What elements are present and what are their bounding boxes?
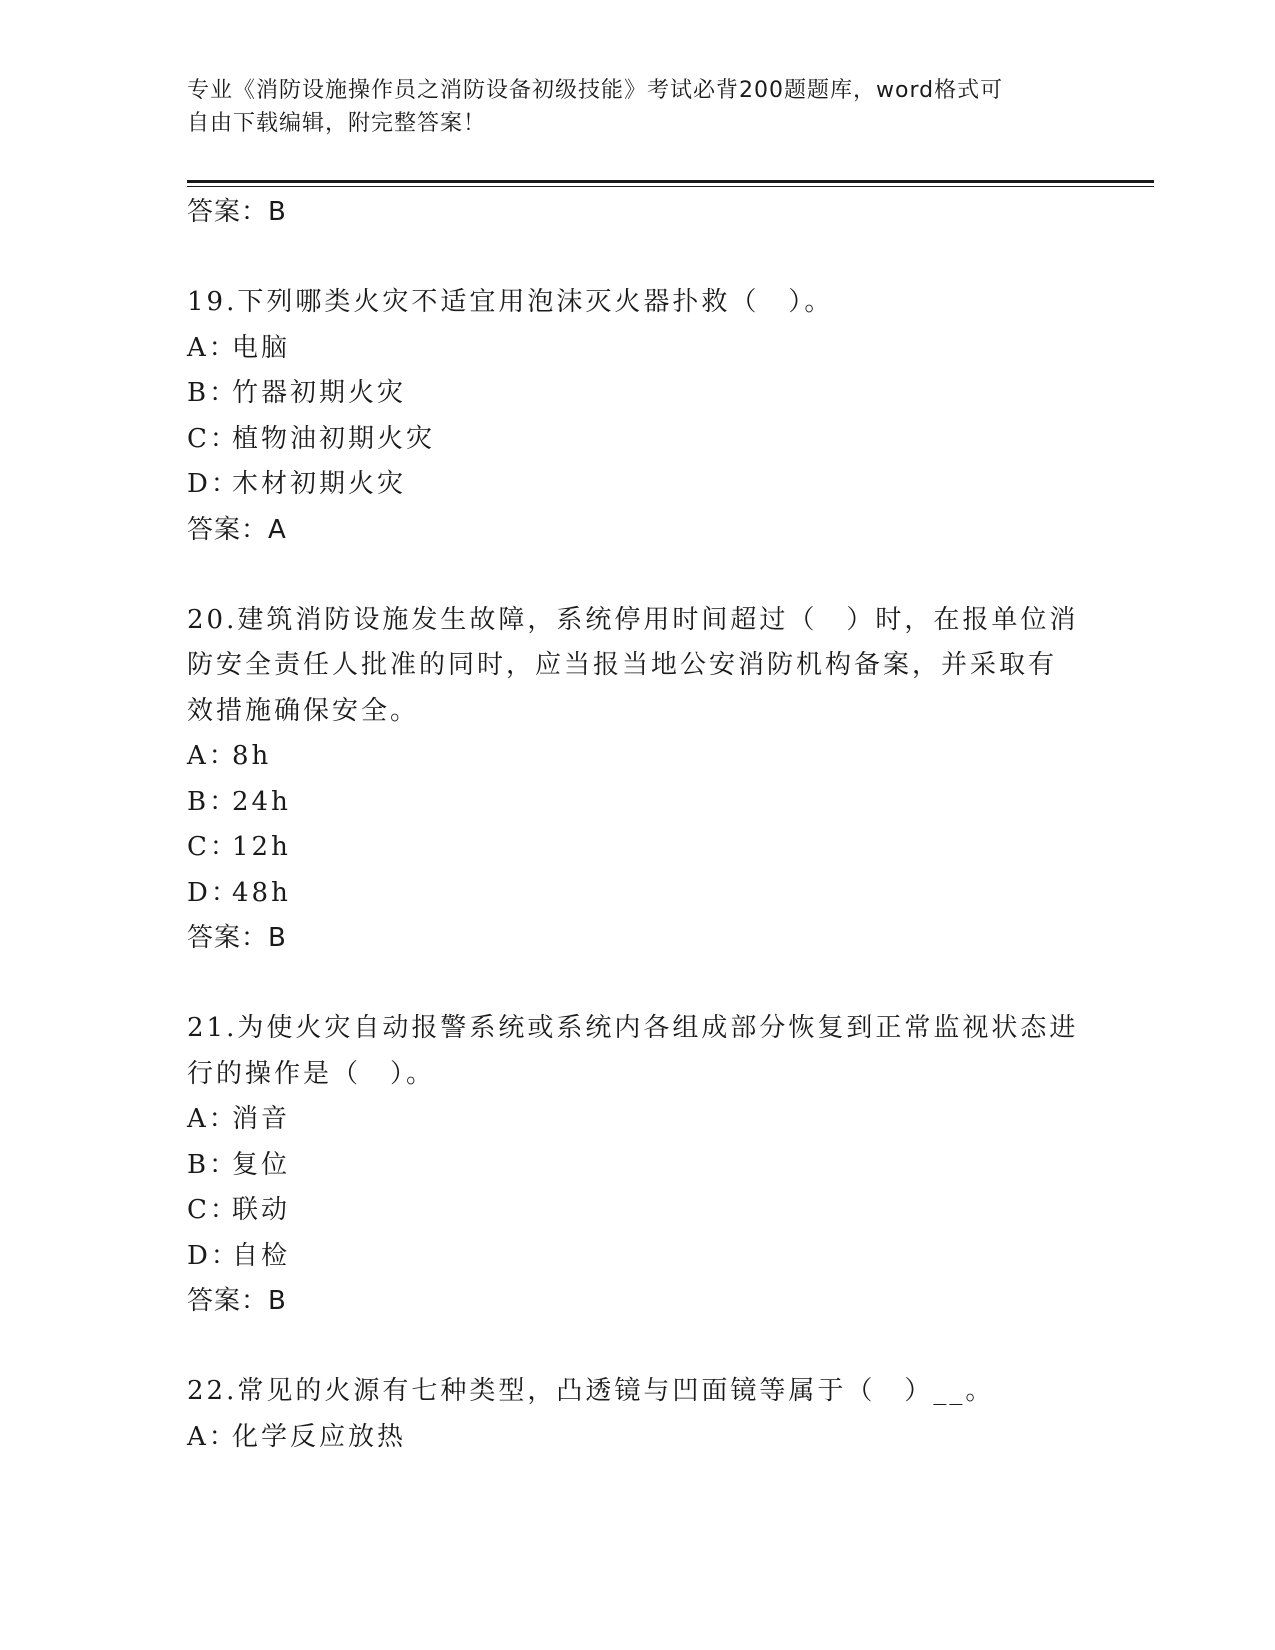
option-label: B：: [187, 378, 239, 408]
option-text: 竹器初期火灾: [232, 378, 407, 408]
answer-line: 答案：B: [187, 197, 287, 227]
option-label: D：: [187, 469, 240, 499]
option-label: C：: [187, 832, 239, 862]
option-text: 消音: [232, 1104, 291, 1134]
option-label: D：: [187, 1240, 240, 1271]
header-line-2: 自由下载编辑，附完整答案！: [187, 111, 487, 136]
option-b: [187, 1143, 1087, 1189]
question-text: 19.下列哪类火灾不适宜用泡沫灭火器扑救（ ）。: [187, 287, 834, 317]
option-d: [187, 462, 1087, 508]
question-text: 22.常见的火源有七种类型，凸透镜与凹面镜等属于（ ）__。: [187, 1376, 995, 1406]
header-divider-thick: [187, 180, 1154, 183]
option-label: C：: [187, 423, 239, 454]
option-text: 复位: [232, 1149, 291, 1180]
option-c: [187, 825, 1087, 871]
question-list: [187, 190, 1087, 1460]
option-label: B：: [187, 786, 239, 817]
option-text: 8h: [232, 741, 272, 771]
option-a: [187, 1415, 1087, 1461]
option-a: [187, 734, 1087, 780]
option-a: [187, 1097, 1087, 1143]
question-21: [187, 1006, 1087, 1324]
option-text: 24h: [232, 786, 291, 817]
answer-line: 答案：B: [187, 1286, 287, 1316]
option-a: [187, 326, 1087, 372]
answer-line: 答案：A: [187, 514, 287, 545]
question-text: 效措施确保安全。: [187, 695, 420, 726]
option-text: 化学反应放热: [232, 1421, 407, 1452]
answer-line: 答案：B: [187, 923, 287, 953]
option-b: [187, 371, 1087, 417]
question-text: 防安全责任人批准的同时，应当报当地公安消防机构备案，并采取有: [187, 650, 1058, 680]
option-label: A：: [187, 1104, 238, 1134]
question-19: [187, 280, 1087, 553]
option-text: 自检: [232, 1240, 291, 1271]
option-b: [187, 780, 1087, 826]
question-text: 21.为使火灾自动报警系统或系统内各组成部分恢复到正常监视状态进: [187, 1013, 1079, 1043]
option-text: 电脑: [232, 332, 291, 363]
option-text: 联动: [232, 1195, 291, 1225]
option-label: D：: [187, 877, 240, 908]
header-line-1: 专业《消防设施操作员之消防设备初级技能》考试必背200题题库，word格式可: [187, 78, 1004, 103]
option-label: A：: [187, 741, 238, 771]
option-text: 48h: [232, 877, 291, 908]
option-c: [187, 1188, 1087, 1234]
option-label: C：: [187, 1195, 239, 1225]
document-header: [187, 74, 1067, 140]
option-label: A：: [187, 1421, 238, 1452]
question-20: [187, 598, 1087, 962]
header-divider-thin: [187, 186, 1154, 187]
option-text: 木材初期火灾: [232, 469, 407, 499]
option-text: 12h: [232, 832, 291, 862]
option-text: 植物油初期火灾: [232, 423, 436, 454]
option-c: [187, 417, 1087, 463]
option-d: [187, 871, 1087, 917]
option-label: A：: [187, 332, 238, 363]
option-d: [187, 1234, 1087, 1280]
option-label: B：: [187, 1149, 239, 1180]
question-text: 20.建筑消防设施发生故障，系统停用时间超过（ ）时，在报单位消: [187, 604, 1079, 635]
question-text: 行的操作是（ ）。: [187, 1058, 436, 1089]
question-22: [187, 1369, 1087, 1460]
